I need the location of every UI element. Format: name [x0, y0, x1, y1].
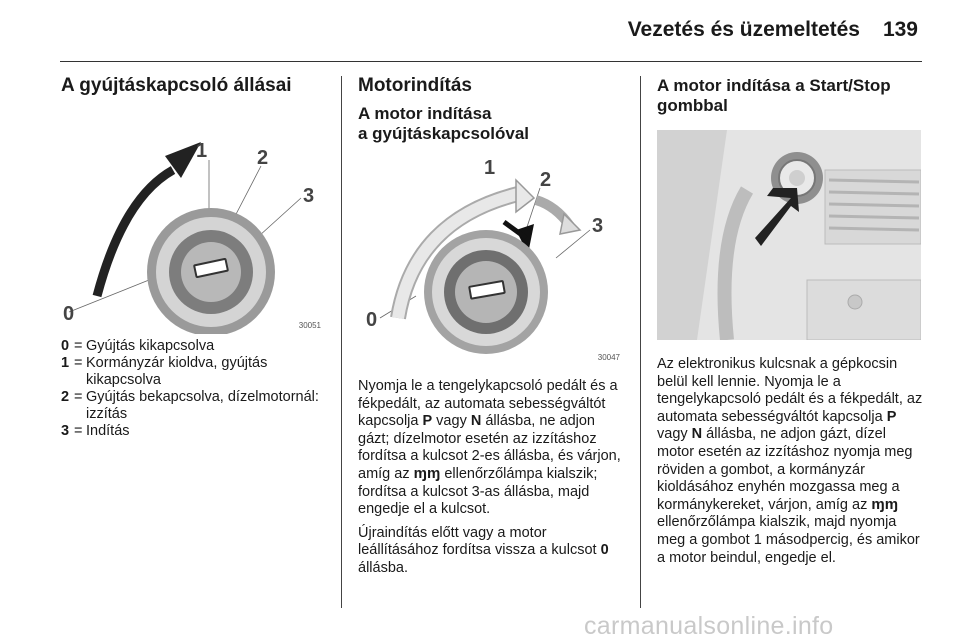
text-run: vagy — [657, 426, 692, 443]
column-divider-2 — [640, 76, 641, 608]
running-title: Vezetés és üzemeltetés — [627, 18, 860, 41]
ignition-positions-figure — [61, 108, 323, 334]
header-rule — [60, 61, 922, 62]
figure-label-3: 3 — [303, 185, 315, 207]
figure-label-2: 2 — [540, 169, 552, 191]
body-text — [657, 356, 923, 567]
ignition-start-figure — [358, 150, 624, 368]
position-zero: 0 — [600, 542, 609, 559]
pointer-line-3 — [259, 198, 301, 236]
center-console — [807, 280, 921, 340]
rotation-band-head — [516, 180, 534, 212]
legend-eq: = — [74, 423, 83, 439]
legend-eq: = — [74, 389, 83, 405]
subheading-line-1: A motor indítása — [358, 104, 492, 123]
section-heading-engine-start: Motorindítás — [358, 75, 472, 96]
legend-text: Gyújtás kikapcsolva — [86, 338, 215, 354]
start-stop-illustration — [657, 130, 921, 340]
pointer-line-0 — [69, 280, 149, 312]
legend-text: Indítás — [86, 423, 130, 439]
figure-number: 30051 — [298, 321, 321, 330]
start-button-center — [789, 170, 805, 186]
legend-eq: = — [74, 355, 83, 371]
legend-key: 0 — [61, 338, 70, 354]
page-header — [0, 0, 960, 60]
subheading-line-2: a gyújtáskapcsolóval — [358, 124, 530, 143]
column-ignition-positions — [61, 74, 323, 440]
text-run: Újraindítás előtt vagy a motor leállításához fordítsa vissza a kulcsot — [358, 524, 601, 559]
console-knob — [848, 295, 862, 309]
figure-label-1: 1 — [196, 140, 208, 162]
legend-key: 2 — [61, 389, 70, 405]
column-engine-start — [358, 74, 624, 578]
page-number: 139 — [882, 18, 918, 41]
legend-row — [61, 389, 323, 423]
gear-p: P — [422, 413, 433, 430]
column-divider-1 — [341, 76, 342, 608]
instruction-paragraph — [358, 378, 624, 519]
legend-key: 3 — [61, 423, 70, 439]
glow-plug-icon: ɱɱ — [871, 495, 899, 513]
restart-paragraph — [358, 525, 624, 578]
text-run: állásba, ne adjon gázt; dízelmotor esetén az izzításhoz fordítsa a kulcsot 2-es állásba, és várjon, amíg az — [358, 413, 621, 482]
ignition-start-illustration — [358, 150, 624, 368]
position-legend — [61, 338, 323, 440]
text-run: állásba, ne adjon gázt, dízel motor esetén az izzításhoz nyomja meg röviden a gombot, a kormányzár kioldásához enyhén mozgassa meg a kormánykereket, várjon, amíg az — [657, 426, 913, 513]
legend-row — [61, 355, 323, 389]
legend-text: Gyújtás bekapcsolva, dízelmotornál: izzítás — [86, 389, 319, 422]
figure-label-2: 2 — [257, 147, 269, 169]
text-run: vagy — [432, 413, 471, 430]
start-stop-figure — [657, 130, 921, 340]
start-band-head — [560, 214, 580, 234]
figure-label-0: 0 — [63, 303, 75, 325]
figure-label-0: 0 — [366, 309, 378, 331]
gear-n: N — [691, 426, 703, 443]
pointer-line-2 — [233, 166, 261, 220]
figure-number: 30047 — [597, 353, 620, 362]
text-run: állásba. — [358, 559, 408, 576]
figure-label-3: 3 — [592, 215, 604, 237]
figure-label-1: 1 — [484, 157, 496, 179]
text-run: ellenőrzőlámpa kialszik; fordítsa a kulcsot 3-as állásba, majd engedje el a kulcsot. — [358, 465, 598, 518]
legend-row — [61, 423, 323, 440]
text-run: Nyomja le a tengelykapcsoló pedált és a fékpedált, az automata sebességváltót kapcsolja — [358, 378, 618, 430]
body-text — [358, 378, 624, 578]
text-run: Az elektronikus kulcsnak a gépkocsin belül kell lennie. Nyomja le a tengelykapcsoló pedált és a fékpedált, az automata sebességváltót kapcsolja — [657, 356, 923, 425]
section-heading-start-stop-line-2: gombbal — [657, 96, 728, 115]
gear-n: N — [470, 413, 482, 430]
legend-eq: = — [74, 338, 83, 354]
gear-p: P — [886, 408, 897, 425]
start-stop-paragraph — [657, 356, 923, 567]
section-heading-ignition-positions: A gyújtáskapcsoló állásai — [61, 75, 292, 96]
legend-row — [61, 338, 323, 355]
section-heading-start-stop-line-1: A motor indítása a Start/Stop — [657, 76, 891, 95]
text-run: ellenőrzőlámpa kialszik, majd nyomja meg a gombot 1 másodpercig, és amikor a motor beindul, engedje el. — [657, 514, 920, 566]
column-start-stop — [657, 74, 923, 567]
ignition-lock-illustration — [61, 108, 323, 334]
glow-plug-icon: ɱɱ — [413, 464, 441, 482]
legend-text: Kormányzár kioldva, gyújtás kikapcsolva — [86, 355, 268, 388]
watermark: carmanualsonline.info — [584, 612, 834, 640]
legend-key: 1 — [61, 355, 70, 371]
